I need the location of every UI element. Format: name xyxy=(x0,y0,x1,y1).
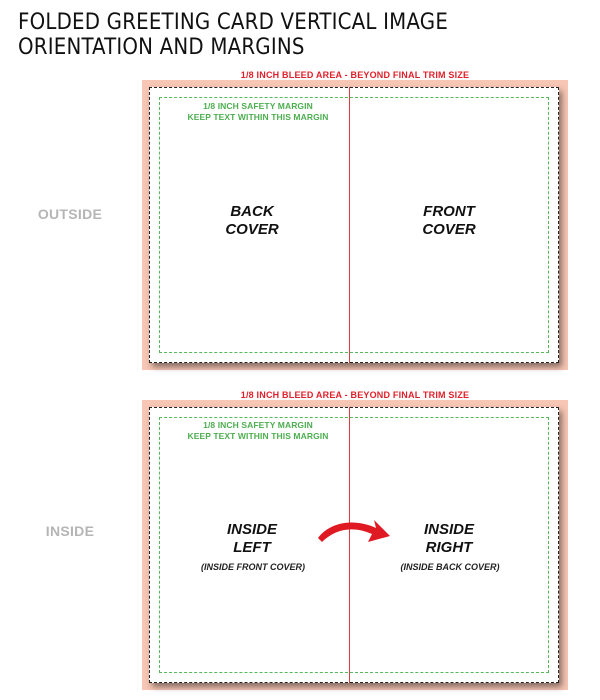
panel-label-line2: COVER xyxy=(422,221,476,238)
panel-label-line2: LEFT xyxy=(233,539,271,556)
panel-label-line1: INSIDE xyxy=(423,521,474,538)
inside-right-panel-note: (INSIDE BACK COVER) xyxy=(400,562,500,572)
panel-label-line1: BACK xyxy=(230,203,274,220)
outside-safety-label xyxy=(168,101,348,123)
inside-left-panel-label xyxy=(177,521,327,557)
inside-left-panel-note: (INSIDE FRONT COVER) xyxy=(200,562,305,572)
outside-label: OUTSIDE xyxy=(37,206,103,222)
arrow-shape xyxy=(318,520,390,542)
safety-label-line2: KEEP TEXT WITHIN THIS MARGIN xyxy=(187,431,329,441)
outside-bleed-label: 1/8 INCH BLEED AREA - BEYOND FINAL TRIM SIZE xyxy=(240,70,470,80)
inside-label: INSIDE xyxy=(45,523,95,539)
panel-label-line2: RIGHT xyxy=(425,539,473,556)
panel-label-line1: FRONT xyxy=(423,203,475,220)
page-turn-arrow-icon xyxy=(316,514,392,550)
safety-label-line1: 1/8 INCH SAFETY MARGIN xyxy=(203,101,313,111)
panel-label-line1: INSIDE xyxy=(226,521,277,538)
inside-safety-label xyxy=(168,420,348,442)
page-title: FOLDED GREETING CARD VERTICAL IMAGE ORIENTATION AND MARGINS xyxy=(18,10,449,60)
inside-right-panel-label xyxy=(374,521,524,557)
front-cover-panel-label xyxy=(374,203,524,239)
safety-label-line1: 1/8 INCH SAFETY MARGIN xyxy=(203,420,313,430)
panel-label-line2: COVER xyxy=(225,221,279,238)
inside-bleed-label: 1/8 INCH BLEED AREA - BEYOND FINAL TRIM SIZE xyxy=(240,390,470,400)
outside-fold-line xyxy=(349,87,350,363)
safety-label-line2: KEEP TEXT WITHIN THIS MARGIN xyxy=(187,112,329,122)
back-cover-panel-label xyxy=(177,203,327,239)
